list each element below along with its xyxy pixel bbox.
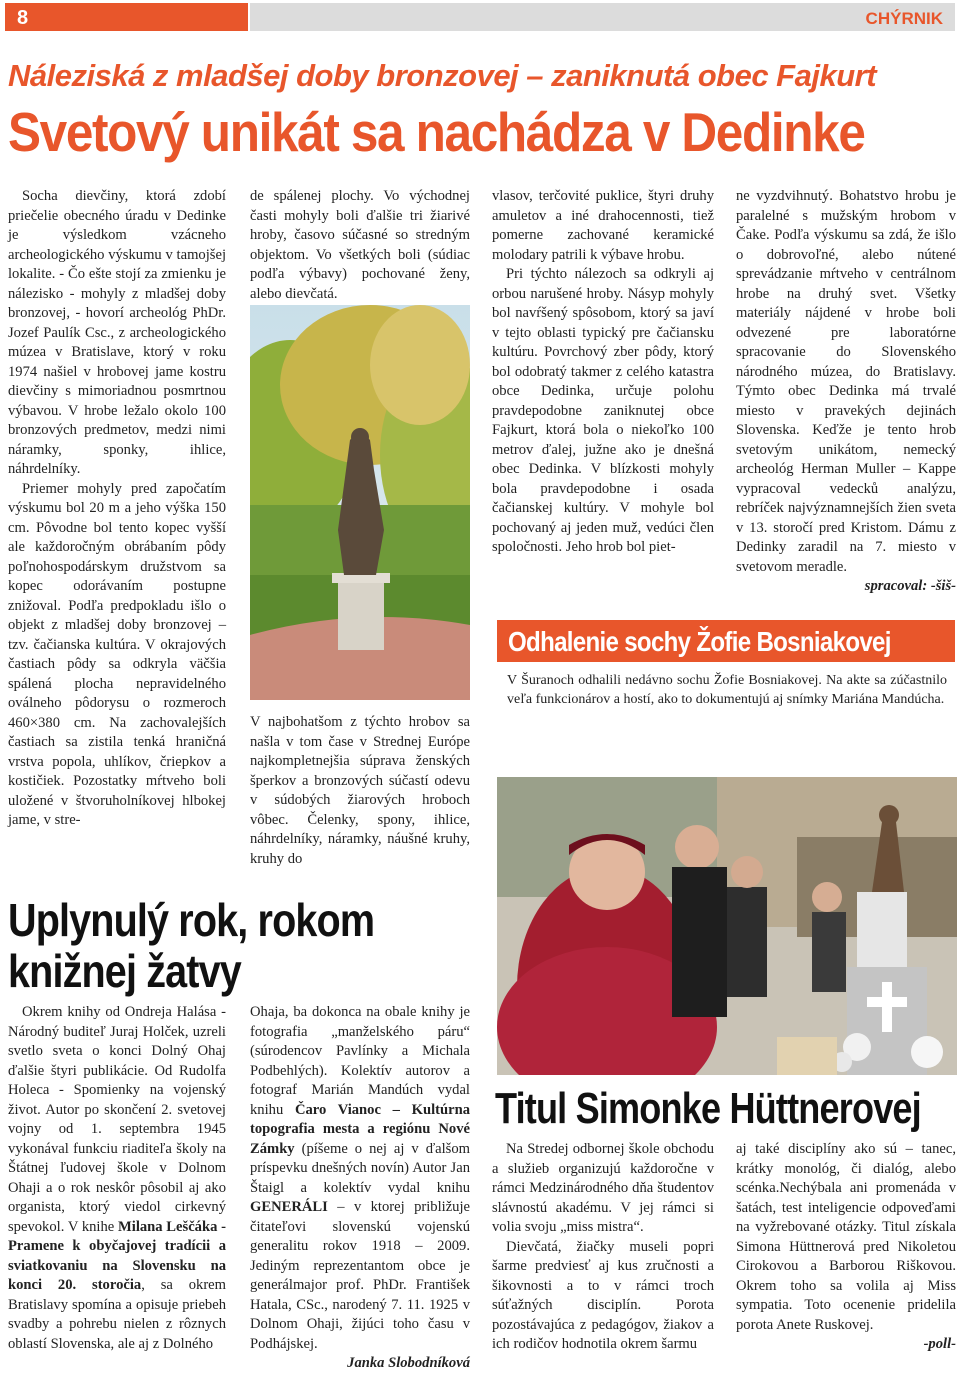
article1-column-1: [8, 187, 226, 831]
page-number: 8: [17, 7, 29, 29]
article1-column-4: [736, 187, 956, 597]
article1-signature: spracoval: -šiš-: [864, 578, 956, 594]
books-story-paragraph: [250, 1003, 470, 1354]
header-rule: [250, 3, 955, 31]
article1-paragraph: Socha dievčiny, ktorá zdobí priečelie obecného úradu v Dedinke je výsledkom vzácneho archeologického výskumu v tamojšej lokalite. - Čo ešte stojí za zmienku je nálezisko - mohyly z mladšej doby bronzovej, - hovorí archeológ PhDr. Jozef Paulík Csc., z archeologického múzea v Bratislave, ktorý v roku 1974 našiel v hrobovej jame kostru dievčiny s mimoriadnou posmrtnou výbavou. V hrobe ležalo okolo 100 bronzových predmetov, medzi nimi náramky, sponky, ihlice, náhrdelníky.: [8, 188, 226, 477]
title-story-signature: -poll-: [923, 1336, 956, 1352]
article-headline: Svetový unikát sa nachádza v Dedinke: [8, 101, 865, 163]
books-book-title: GENERÁLI: [250, 1199, 328, 1215]
books-story-title-line-1: Uplynulý rok, rokom: [8, 894, 375, 946]
books-story-paragraph: [8, 1003, 226, 1354]
title-story-paragraph: Dievčatá, žiačky museli popri šarme predviesť aj kus zručnosti a šikovnosti a to v rámci troch súťažných disciplín. Porota pozostávajúca z pedagógov, žiakov a ich rodičov hodnotila okrem šarmu: [492, 1238, 714, 1352]
article1-paragraph: vlasov, terčovité puklice, štyri druhy amuletov a iné drahocennosti, tiež pomerne zachované keramické molodary patrili k výbave hrobu.: [492, 188, 714, 263]
books-story-column-1: [8, 1003, 226, 1354]
title-story-title: Titul Simonke Hüttnerovej: [495, 1084, 921, 1133]
unveiling-photo: [497, 777, 957, 1075]
books-signature: Janka Slobodníková: [347, 1355, 470, 1371]
article1-paragraph: ne vyzdvihnutý. Bohatstvo hrobu je paralelné s mužským hrobom v Čake. Podľa výskumu sa zdá, že išlo o dobrovoľné, alebo nútené sprevádzanie mŕtveho v centrálnom hrobe na druhý svet. Všetky materiály nájdené v hrobe boli odvezené pre laboratórne spracovanie do Slovenského národného múzea, do Bratislavy. Týmto obec Dedinka má trvalé miesto v pravekých dejinách Slovenska. Keďže je tento hrob svetovým unikátom, nemecký archeológ Herman Muller – Kappe vypracoval vedecků analýzu, rebríček najvýznamnejších žien sveta v 13. storočí pred Kristom. Dámu z Dedinky zaradil na 7. miesto v svetovom meradle.: [736, 188, 956, 575]
books-text: (píšeme o nej aj v ďalšom príspevku dnešných novín) Autor Jan Štaigl a kolektív vydal knihu: [250, 1140, 470, 1196]
article1-paragraph: Priemer mohyly pred započatím výskumu bol 20 m a jeho výška 150 cm. Pôvodne bol tento kopec vyšší ale každoročným obrábaním pôdy poľnohospodárskym družstvom sa kopec odorávaním postupne znižoval. Podľa predpokladu išlo o objekt z mladšej doby bronzovej – tzv. čačianska kultúra. V okrajových častiach pôdy sa odkryla väčšia spálená plocha nepravidelného oválneho pôdorysu o rozmeroch 460×380 cm. Na zachovalejších častiach sa zistila tenká hraničná vrstva popola, uhlíkov, čriepkov a kostičiek. Pozostatky mŕtveho boli uložené v štvoruholníkovej hlbokej jame, v stre-: [8, 480, 226, 828]
title-story-paragraph: Na Stredej odbornej škole obchodu a služieb organizujú každoročne v rámci Medzinárodného dňa študentov slávnostú akadému. V jej rámci si volia svoju „miss mistra“.: [492, 1141, 714, 1235]
article1-column-2-top: [250, 187, 470, 304]
article1-paragraph: V najbohatšom z týchto hrobov sa našla v tom čase v Strednej Európe najkompletnejšia súprava ženských šperkov a bronzových súčastí odevu v súdobých žiarových hroboch vôbec. Čelenky, spony, ihlice, náhrdelníky, náramky, náušné kruhy, kruhy do: [250, 714, 470, 867]
books-text: Okrem knihy od Ondreja Halása - Národný buditeľ Juraj Holček, uzreli svetlo sveta o konci Dolný Ohaj ďalšie štyri publikácie. Od Rudolfa Holeca - Spomienky na vojenský život. Autor po skončení 2. svetovej vojny od 1. septembra 1945 vykonával funkciu riaditeľa školy na Štátnej ľudovej škole v Dolnom Ohaji a o rok neskôr pôsobil aj ako organista, ktorý viedol cirkevný spevokol. V knihe: [8, 1004, 226, 1235]
books-text: Ohaja, ba dokonca na obale knihy je fotografia „manželského páru“ (súrodencov Pavlínky a Michala Podbehlých). Kolektív autorov a fotograf Marián Mandúch vydal knihu: [250, 1004, 470, 1118]
unveiling-photo-image: [497, 777, 957, 1075]
books-book-title: Čaro Vianoc – Kultúrna topografia mesta a regiónu Nové Zámky: [250, 1101, 470, 1157]
newspaper-name: CHÝRNIK: [865, 9, 943, 28]
article1-column-2-bottom: [250, 713, 470, 869]
statue-story-title: Odhalenie sochy Žofie Bosniakovej: [508, 626, 891, 657]
page-header: [0, 0, 960, 34]
article1-paragraph: Pri týchto nálezoch sa odkryli aj orbou narušené hroby. Násyp mohyly bol navŕšený spôsobom, ktorý sa javí v tejto oblasti typický pre čačiansku kultúru. Povrchový zber pôdy, ktorý bol odobratý takmer z celého katastra obce Dedinka, určuje polohu pravdepodobne zaniknutej obce Fajkurt, ktorá bola o niekoľko 100 metrov ďalej, južne ako je dnešná obec Dedinka. V blízkosti mohyly bola pravdepodobne i osada čačianskej kultúry. V mohyle bol pochovaný aj jeden muž, vedúci člen spoločnosti. Jeho hrob bol piet-: [492, 266, 714, 555]
title-story-column-1: [492, 1140, 714, 1355]
statue-photo-image: [250, 305, 470, 700]
statue-story-paragraph: V Šuranoch odhalili nedávno sochu Žofie Bosniakovej. Na akte sa zúčastnilo veľa funkcionárov a hostí, ako to dokumentujú aj snímky Mariána Mandúcha.: [507, 673, 947, 707]
books-text: , sa okrem Bratislavy spomína a opisuje priebeh svadby a pohrebu nielen z rôznych oblastí Slovenska, ale aj z Dolného: [8, 1277, 227, 1352]
statue-story-title-band: [497, 620, 955, 662]
statue-story-text: [507, 671, 947, 709]
books-book-title: Milana Leščáka - Pramene k obyčajovej tradícii a sviatkovaniu na Slovensku na konci 20. storočia: [8, 1218, 226, 1293]
article1-column-3: [492, 187, 714, 558]
article1-paragraph: de spálenej plochy. Vo východnej časti mohyly boli ďalšie tri žiarivé hroby, časovo súčasné so stredným objektom. Vo všetkých boli (súdiac podľa výbavy) pochované ženy, alebo dievčatá.: [250, 188, 470, 302]
books-story-title-line-2: knižnej žatvy: [8, 945, 241, 997]
books-text: – v ktorej približuje čitateľovi slovenskú vojenskú generalitu rokov 1918 – 2009. Jediným reprezentantom obce je generálmajor prof. PhDr. František Hatala, CSc., narodený 7. 11. 1925 v Dolnom Ohaji, žijúci toho času v Podhájskej.: [250, 1199, 470, 1352]
title-story-column-2: [736, 1140, 956, 1355]
books-story-column-2: [250, 1003, 470, 1374]
statue-photo: [250, 305, 470, 700]
title-story-paragraph: aj také disciplíny ako sú – tanec, krátky monológ, či dialóg, alebo scénka.Nechýbala ani promenáda v šatách, test inteligencie odpoveďami na vyžrebované otázky. Titul získala Simona Hüttnerová pred Nikoletou Cirokovou a Barborou Riškovou. Okrem toho sa volila aj Miss sympatia. Toto ocenenie pridelila porota Anete Ruskovej.: [736, 1141, 956, 1333]
article-kicker: Náleziská z mladšej doby bronzovej – zaniknutá obec Fajkurt: [8, 58, 877, 93]
page-number-box: [5, 3, 248, 31]
